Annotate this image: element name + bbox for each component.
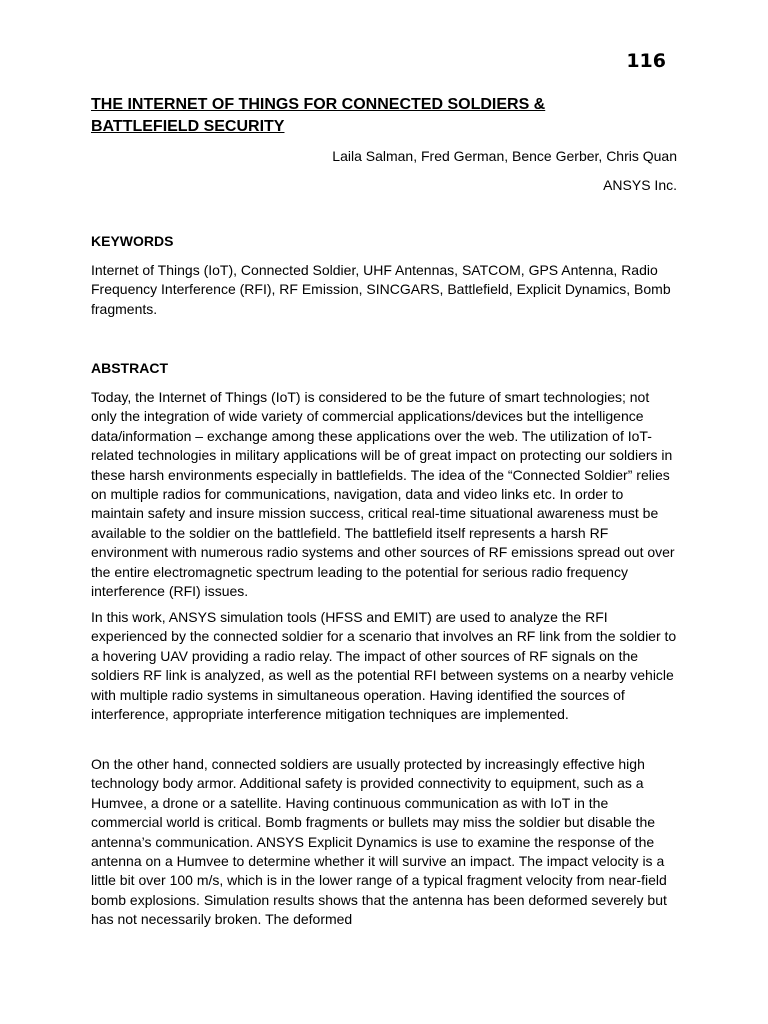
abstract-paragraph: Today, the Internet of Things (IoT) is considered to be the future of smart technologies; not only the integration of wide variety of commercial applications/devices but the intelligence data/information – exchange among these applications over the web. The utilization of IoT- related technologies in military applications will be of great impact on protecting our soldiers in these harsh environments especially in battlefields. The idea of the “Connected Soldier” relies on multiple radios for communications, navigation, data and video links etc. In order to maintain safety and insure mission success, critical real-time situational awareness must be available to the soldier on the battlefield. The battlefield itself represents a harsh RF environment with numerous radio systems and other sources of RF emissions spread out over the entire electromagnetic spectrum leading to the potential for serious radio frequency interference (RFI) issues.	[91, 389, 675, 600]
authors: Laila Salman, Fred German, Bence Gerber, Chris Quan	[332, 148, 677, 164]
affiliation: ANSYS Inc.	[603, 177, 677, 193]
keywords-text: Internet of Things (IoT), Connected Soldier, UHF Antennas, SATCOM, GPS Antenna, Radio Frequency Interference (RFI), RF Emission, SINCGARS, Battlefield, Explicit Dynamics, Bomb fragments.	[91, 262, 671, 317]
abstract-heading: ABSTRACT	[91, 360, 168, 376]
keywords-heading: KEYWORDS	[91, 233, 174, 249]
paper-title: THE INTERNET OF THINGS FOR CONNECTED SOLDIERS & BATTLEFIELD SECURITY	[91, 96, 546, 135]
abstract-paragraph: On the other hand, connected soldiers are usually protected by increasingly effective high technology body armor. Additional safety is provided connectivity to equipment, such as a Humvee, a drone or a satellite. Having continuous communication as with IoT in the commercial world is critical. Bomb fragments or bullets may miss the soldier but disable the antenna’s communication. ANSYS Explicit Dynamics is use to examine the response of the antenna on a Humvee to determine whether it will survive an impact. The impact velocity is a little bit over 100 m/s, which is in the lower range of a typical fragment velocity from near-field bomb explosions. Simulation results shows that the antenna has been deformed severely but has not necessarily broken. The deformed	[91, 756, 667, 928]
abstract-paragraph: In this work, ANSYS simulation tools (HFSS and EMIT) are used to analyze the RFI experienced by the connected soldier for a scenario that involves an RF link from the soldier to a hovering UAV providing a radio relay. The impact of other sources of RF signals on the soldiers RF link is analyzed, as well as the potential RFI between systems on a nearby vehicle with multiple radio systems in simultaneous operation. Having identified the sources of interference, appropriate interference mitigation techniques are implemented.	[91, 609, 677, 723]
page-number: 116	[626, 50, 666, 72]
